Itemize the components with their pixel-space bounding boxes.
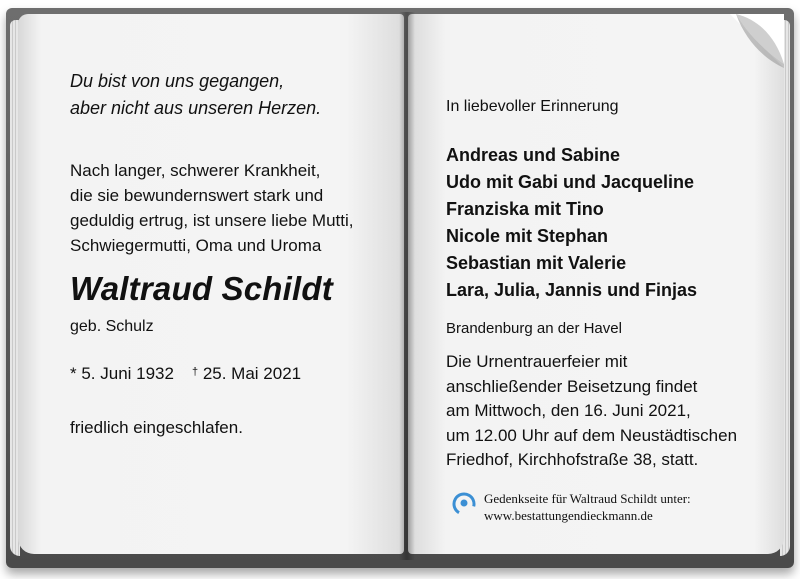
verse [70,68,321,122]
memorial-line: Gedenkseite für Waltraud Schildt unter: [484,491,691,506]
death-date: 25. Mai 2021 [202,364,302,383]
cross-icon: † [191,366,199,378]
deceased-name: Waltraud Schildt [70,270,333,307]
intro-text [70,158,354,258]
mourner-item: Nicole mit Stephan [446,226,609,246]
mourner-item: Lara, Julia, Jannis und Finjas [446,280,698,300]
service-line: am Mittwoch, den 16. Juni 2021, [446,401,691,420]
birth-date: * 5. Juni 1932 [70,364,174,383]
mourner-item: Udo mit Gabi und Jacqueline [446,172,695,192]
place: Brandenburg an der Havel [446,320,622,337]
verse-line: aber nicht aus unseren Herzen. [70,98,322,118]
intro-line: geduldig ertrug, ist unsere liebe Mutti, [70,211,354,230]
life-dates [70,364,301,384]
closing-text: friedlich eingeschlafen. [70,418,243,437]
remembrance-heading: In liebevoller Erinnerung [446,98,619,115]
mourner-item: Franziska mit Tino [446,199,604,219]
service-line: anschließender Beisetzung findet [446,376,698,396]
mourner-item: Sebastian mit Valerie [446,253,627,273]
memorial-logo-icon [452,492,476,516]
service-line: um 12.00 Uhr auf dem Neustädtischen [446,425,738,445]
intro-line: Nach langer, schwerer Krankheit, [70,161,321,180]
service-line: Friedhof, Kirchhofstraße 38, statt. [446,450,699,469]
mourner-item: Andreas und Sabine [446,145,621,165]
service-line: Die Urnentrauerfeier mit [446,352,628,371]
service-details [446,350,737,473]
page-curl-icon [730,14,784,68]
book-spine [399,12,415,560]
intro-line: Schwiegermutti, Oma und Uroma [70,236,322,255]
memorial-url[interactable]: www.bestattungendieckmann.de [484,508,653,523]
mourners-list [446,142,697,304]
intro-line: die sie bewundernswert stark und [70,186,324,205]
maiden-name: geb. Schulz [70,318,154,335]
verse-line: Du bist von uns gegangen, [70,71,285,91]
memorial-text [484,490,691,524]
